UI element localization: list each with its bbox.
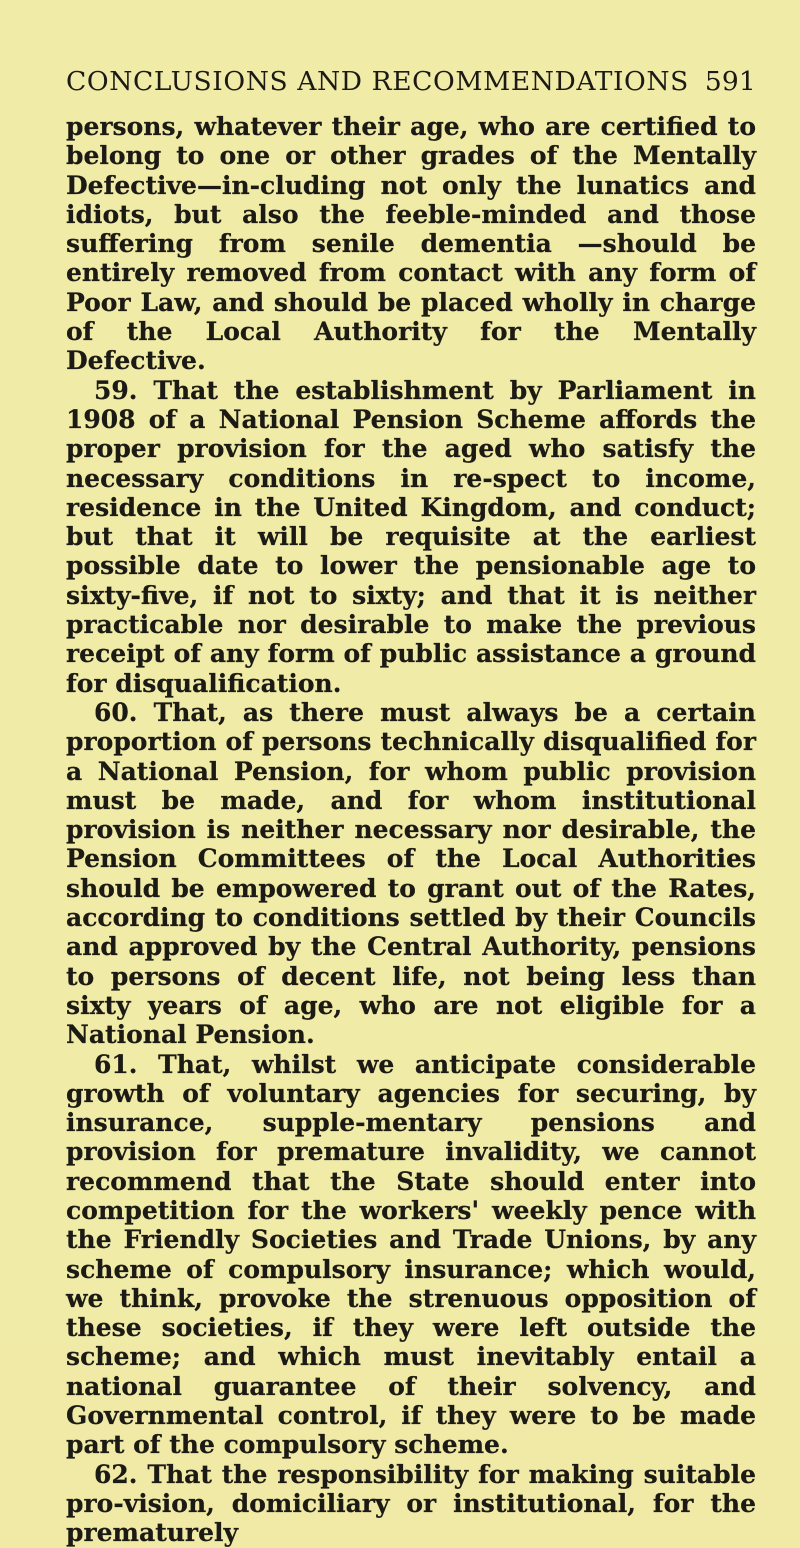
running-head bbox=[66, 66, 756, 104]
paragraph-number: 62. bbox=[94, 1459, 138, 1489]
paragraph-continued bbox=[66, 112, 756, 376]
page-number: 591 bbox=[704, 66, 756, 97]
paragraph-62 bbox=[66, 1460, 756, 1548]
running-head-title: CONCLUSIONS AND RECOMMENDATIONS bbox=[66, 66, 689, 97]
body-text bbox=[66, 112, 756, 1548]
paragraph-text: That the establishment by Parliament in 1908 of a National Pension Scheme affords the proper provision for the aged who satisfy the necessary conditions in re-spect to income, residence in the United Kingdom, and conduct; but that it will be requisite at the earliest possible date to lower the pensionable age to sixty-five, if not to sixty; and that it is neither practicable nor desirable to make the previous receipt of any form of public assistance a ground for disqualification. bbox=[66, 375, 756, 698]
paragraph-text: persons, whatever their age, who are certified to belong to one or other grades of the Mentally Defective—in-cluding not only the lunatics and idiots, but also the feeble-minded and those suffering from senile dementia —should be entirely removed from contact with any form of Poor Law, and should be placed wholly in charge of the Local Authority for the Mentally Defective. bbox=[66, 112, 756, 376]
paragraph-number: 59. bbox=[94, 375, 138, 405]
paragraph-59 bbox=[66, 376, 756, 698]
paragraph-60 bbox=[66, 698, 756, 1050]
book-page bbox=[66, 66, 756, 1548]
paragraph-number: 60. bbox=[94, 697, 138, 727]
paragraph-text: That the responsibility for making suitable pro-vision, domiciliary or institutional, for the prematurely bbox=[66, 1459, 756, 1548]
paragraph-text: That, as there must always be a certain proportion of persons technically disqualified for a National Pension, for whom public provision must be made, and for whom institutional provision is neither necessary nor desirable, the Pension Committees of the Local Authorities should be empowered to grant out of the Rates, according to conditions settled by their Councils and approved by the Central Authority, pensions to persons of decent life, not being less than sixty years of age, who are not eligible for a National Pension. bbox=[66, 697, 756, 1050]
paragraph-number: 61. bbox=[94, 1049, 138, 1079]
paragraph-61 bbox=[66, 1050, 756, 1460]
paragraph-text: That, whilst we anticipate considerable growth of voluntary agencies for securing, by insurance, supple-mentary pensions and provision for premature invalidity, we cannot recommend that the State should enter into competition for the workers' weekly pence with the Friendly Societies and Trade Unions, by any scheme of compulsory insurance; which would, we think, provoke the strenuous opposition of these societies, if they were left outside the scheme; and which must inevitably entail a national guarantee of their solvency, and Governmental control, if they were to be made part of the compulsory scheme. bbox=[66, 1049, 756, 1460]
